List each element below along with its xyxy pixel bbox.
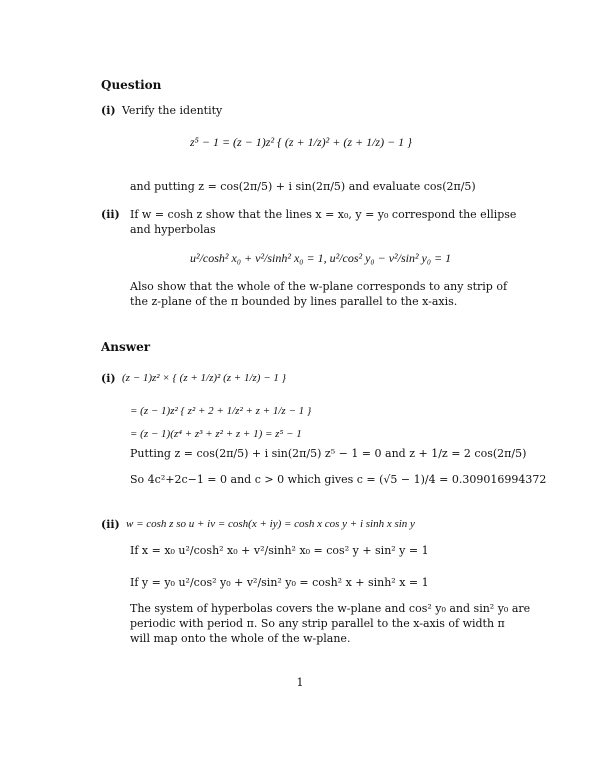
q2-ellipse-hyperbola-equations: u²/cosh² x₀ + v²/sinh² x₀ = 1, u²/cos² y₀ − v²/sin² y₀ = 1: [190, 251, 452, 265]
q2-line2: and hyperbolas: [130, 223, 216, 236]
question-heading: Question: [101, 78, 162, 92]
a2-label: (ii): [101, 518, 120, 531]
a1-label: (i): [101, 372, 116, 385]
a2-para-line3: will map onto the whole of the w-plane.: [130, 632, 351, 645]
a1-line1: (z − 1)z² × { (z + 1/z)² (z + 1/z) − 1 }: [122, 372, 287, 384]
a2-line1: w = cosh z so u + iv = cosh(x + iy) = cosh x cos y + i sinh x sin y: [126, 518, 415, 530]
a2-line3: If y = y₀ u²/cos² y₀ + v²/sin² y₀ = cosh² x + sinh² x = 1: [130, 576, 429, 589]
a1-line3: = (z − 1)(z⁴ + z³ + z² + z + 1) = z⁵ − 1: [130, 428, 302, 440]
a1-line2: = (z − 1)z² { z² + 2 + 1/z² + z + 1/z − 1 }: [130, 405, 312, 417]
a2-para-line1: The system of hyperbolas covers the w-plane and cos² y₀ and sin² y₀ are: [130, 602, 531, 615]
page-number: 1: [296, 676, 304, 689]
q1-identity-equation: z⁵ − 1 = (z − 1)z² { (z + 1/z)² + (z + 1/z) − 1 }: [190, 135, 412, 149]
a2-para-line2: periodic with period π. So any strip parallel to the x-axis of width π: [130, 617, 505, 630]
q1-putting-text: and putting z = cos(2π/5) + i sin(2π/5) and evaluate cos(2π/5): [130, 180, 476, 193]
answer-heading: Answer: [101, 340, 151, 354]
q2-also-line2: the z-plane of the π bounded by lines parallel to the x-axis.: [130, 295, 458, 308]
a2-line2: If x = x₀ u²/cosh² x₀ + v²/sinh² x₀ = cos² y + sin² y = 1: [130, 544, 429, 557]
q1-verify-text: Verify the identity: [122, 104, 223, 117]
q2-label: (ii): [101, 208, 120, 221]
q2-line1: If w = cosh z show that the lines x = x₀, y = y₀ correspond the ellipse: [130, 208, 517, 221]
q1-label: (i): [101, 104, 116, 117]
q2-also-line1: Also show that the whole of the w-plane corresponds to any strip of: [130, 280, 508, 293]
a1-line5: So 4c²+2c−1 = 0 and c > 0 which gives c = (√5 − 1)/4 = 0.309016994372: [130, 473, 547, 486]
a1-line4: Putting z = cos(2π/5) + i sin(2π/5) z⁵ − 1 = 0 and z + 1/z = 2 cos(2π/5): [130, 447, 527, 460]
